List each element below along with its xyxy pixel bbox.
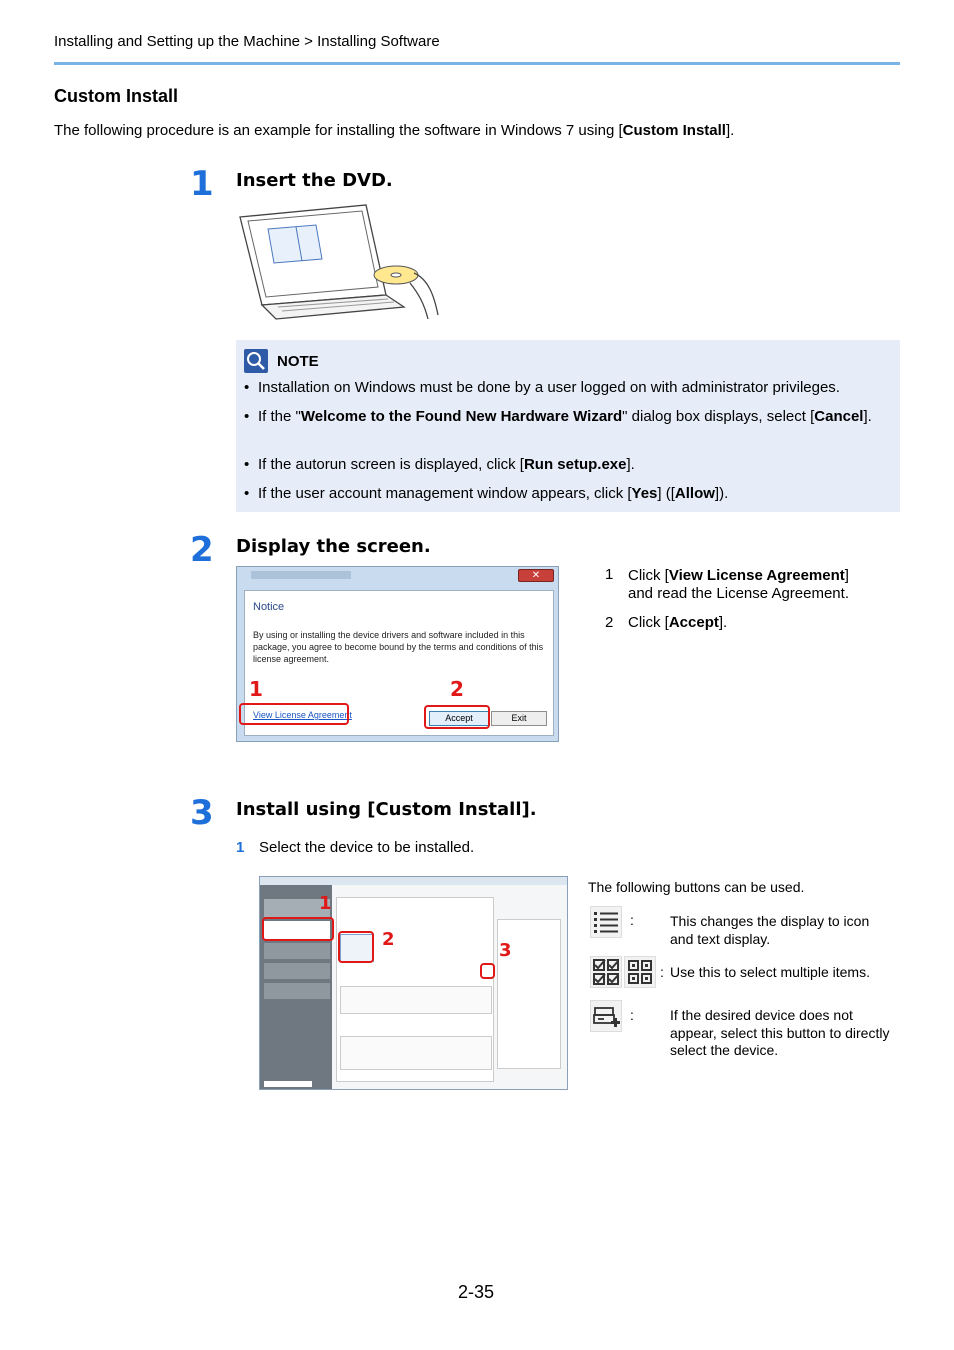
exit-button[interactable]: Exit: [491, 711, 547, 726]
step-title-2: Display the screen.: [236, 536, 431, 557]
multi-select-check-icon: [590, 956, 622, 988]
step-number-3: 3: [190, 793, 214, 833]
dialog-title-blur: [251, 571, 351, 579]
breadcrumb: Installing and Setting up the Machine > Installing Software: [54, 33, 440, 50]
callout-number-2: 2: [382, 929, 395, 950]
note-bullet-1: • Installation on Windows must be done by a user logged on with administrator privileges.: [244, 379, 840, 396]
installer-screenshot: [259, 876, 568, 1090]
step-title-1: Insert the DVD.: [236, 170, 393, 191]
note-label: NOTE: [277, 353, 319, 370]
instruction-1-line2: and read the License Agreement.: [628, 585, 849, 602]
utilities-table: [340, 1036, 492, 1070]
btn3-description: If the desired device does not appear, select this button to directly select the device.: [670, 1007, 890, 1058]
callout-number-2: 2: [450, 677, 464, 701]
instruction-number-2: 2: [605, 614, 614, 631]
list-view-icon: [590, 906, 622, 938]
btn3-colon: :: [630, 1007, 634, 1023]
dialog-notice-body: By using or installing the device drivers and software included in this package, you agree to become bound by the terms and conditions of this license agreement.: [253, 630, 544, 664]
close-icon[interactable]: ✕: [518, 569, 554, 582]
step-number-1: 1: [190, 164, 214, 204]
view-license-link[interactable]: View License Agreement: [253, 710, 352, 720]
instruction-number-1: 1: [605, 566, 614, 583]
dialog-notice-title: Notice: [253, 601, 285, 613]
btn2-colon: :: [660, 964, 664, 980]
note-bullet-3: • If the autorun screen is displayed, click [Run setup.exe].: [244, 456, 635, 473]
sidebar-item-uninstall[interactable]: [264, 983, 330, 999]
callout-box-1: [239, 703, 349, 725]
language-select[interactable]: [264, 1081, 312, 1087]
note-bullet-2: • If the "Welcome to the Found New Hardware Wizard" dialog box displays, select [Cancel].: [244, 408, 872, 425]
accept-button[interactable]: Accept: [429, 711, 489, 726]
instruction-2: Click [Accept].: [628, 614, 728, 631]
step-number-2: 2: [190, 530, 214, 570]
callout-number-1: 1: [319, 893, 332, 914]
btn1-description: This changes the display to icon and text display.: [670, 913, 870, 947]
note-bullet-4: • If the user account management window appears, click [Yes] ([Allow]).: [244, 485, 729, 502]
note-icon: [244, 349, 268, 373]
step-title-3: Install using [Custom Install].: [236, 799, 537, 820]
callout-box-3: [480, 963, 495, 979]
intro-paragraph: The following procedure is an example for installing the software in Windows 7 using [Custom Install].: [54, 122, 735, 139]
btn2-description: Use this to select multiple items.: [670, 964, 870, 980]
installer-sidebar: [260, 885, 332, 1089]
substep-text-1: Select the device to be installed.: [259, 839, 475, 856]
callout-number-1: 1: [249, 677, 263, 701]
installer-titlebar: [260, 877, 567, 885]
header-rule: [54, 62, 900, 65]
buttons-intro: The following buttons can be used.: [588, 879, 805, 895]
callout-number-3: 3: [499, 940, 512, 961]
btn1-colon: :: [630, 912, 634, 928]
sidebar-item-documents[interactable]: [264, 963, 330, 979]
instruction-1: Click [View License Agreement]: [628, 567, 849, 584]
substep-number-1: 1: [236, 839, 245, 856]
multi-select-grid-icon: [624, 956, 656, 988]
callout-box-2: [338, 931, 374, 963]
sidebar-item-maintenance[interactable]: [264, 943, 330, 959]
installer-main-panel: [336, 897, 494, 1082]
drivers-table: [340, 986, 492, 1014]
add-device-icon: [590, 1000, 622, 1032]
laptop-dvd-illustration: [238, 203, 444, 321]
callout-box-1: [262, 917, 334, 941]
license-dialog-screenshot: [236, 566, 559, 742]
callout-box-2: [424, 705, 490, 729]
page-number: 2-35: [458, 1282, 495, 1302]
section-title: Custom Install: [54, 86, 179, 106]
